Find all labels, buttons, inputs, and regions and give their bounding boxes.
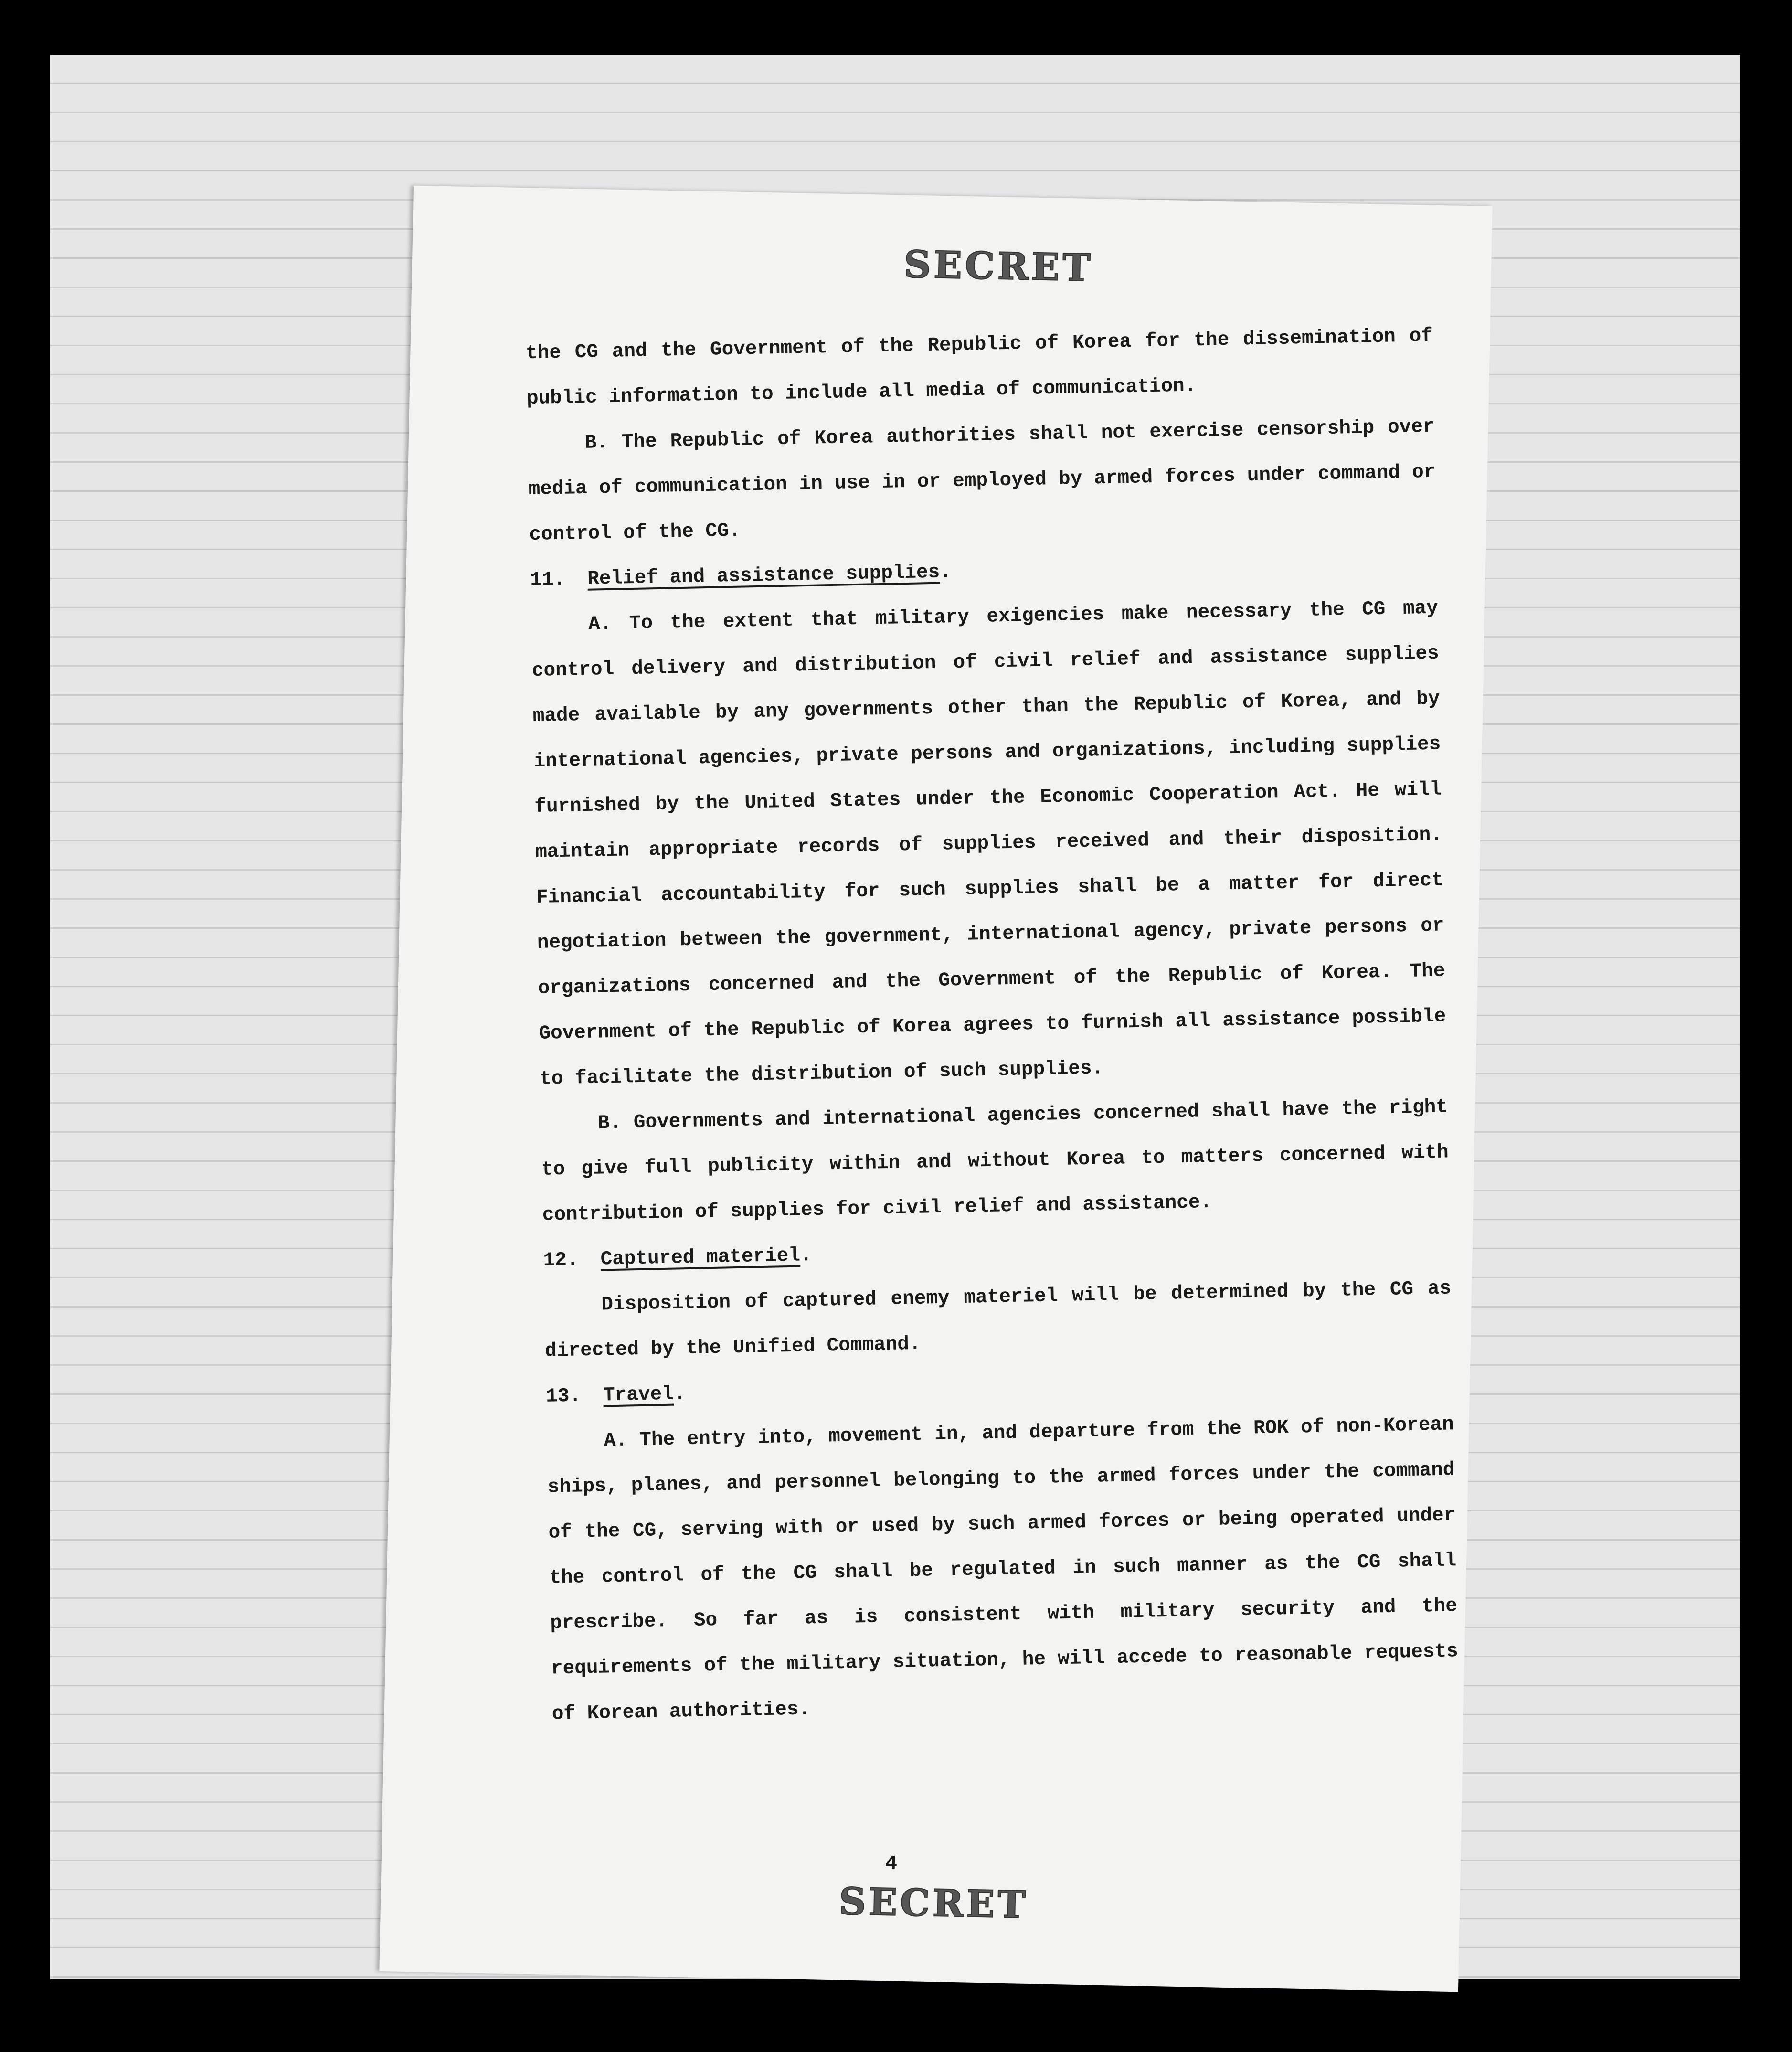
section-number: 12.: [543, 1249, 579, 1272]
document-page: [379, 186, 1492, 1992]
page-number: 4: [885, 1852, 898, 1875]
section-heading-11: 11. Relief and assistance supplies.: [530, 541, 1437, 603]
paragraph-11a: A. To the extent that military exigencies make necessary the CG may control delivery and distribution of civil relief and assistance supplies made available by any governments other than the Republic of Korea, and by international agencies, private persons and organizations, including supplies furnished by the United States under the Economic Cooperation Act. He will maintain appropriate records of supplies received and their disposition. Financial accountability for such supplies shall be a matter for direct negotiation between the government, international agency, private persons or organizations concerned and the Government of the Republic of Korea. The Government of the Republic of Korea agrees to furnish all assistance possible to facilitate the distribution of such supplies.: [531, 597, 1446, 1090]
document-body: [525, 314, 1459, 1737]
paragraph-11b: B. Governments and international agencies concerned shall have the right to give full publicity within and without Korea to matters concerned with contribution of supplies for civil relief and assistance.: [541, 1096, 1449, 1226]
section-heading-12: 12. Captured materiel.: [543, 1221, 1451, 1283]
classification-stamp-top: SECRET: [903, 243, 1094, 290]
section-number: 13.: [545, 1385, 582, 1408]
section-heading-13: 13. Travel.: [545, 1357, 1453, 1419]
section-title: Travel: [603, 1383, 674, 1407]
paragraph-13a: A. The entry into, movement in, and departure from the ROK of non-Korean ships, planes, and personnel belonging to the armed forces under the command of the CG, serving with or used by such armed forces or being operated under the control of the CG shall be regulated in such manner as the CG shall prescribe. So far as is consistent with military security and the requirements of the military situation, he will accede to reasonable requests of Korean authorities.: [547, 1414, 1459, 1725]
section-title: Relief and assistance supplies: [587, 561, 940, 590]
section-number: 11.: [530, 568, 566, 592]
paragraph-continuation: the CG and the Government of the Republic of Korea for the dissemination of public information to include all media of communication.: [525, 325, 1433, 410]
paragraph-10b: B. The Republic of Korea authorities shall not exercise censorship over media of communication in use in or employed by armed forces under command or control of the CG.: [528, 415, 1436, 546]
classification-stamp-bottom: SECRET: [838, 1880, 1029, 1927]
paragraph-12: Disposition of captured enemy materiel will be determined by the CG as directed by the Unified Command.: [544, 1277, 1452, 1362]
section-title: Captured materiel: [600, 1244, 801, 1271]
